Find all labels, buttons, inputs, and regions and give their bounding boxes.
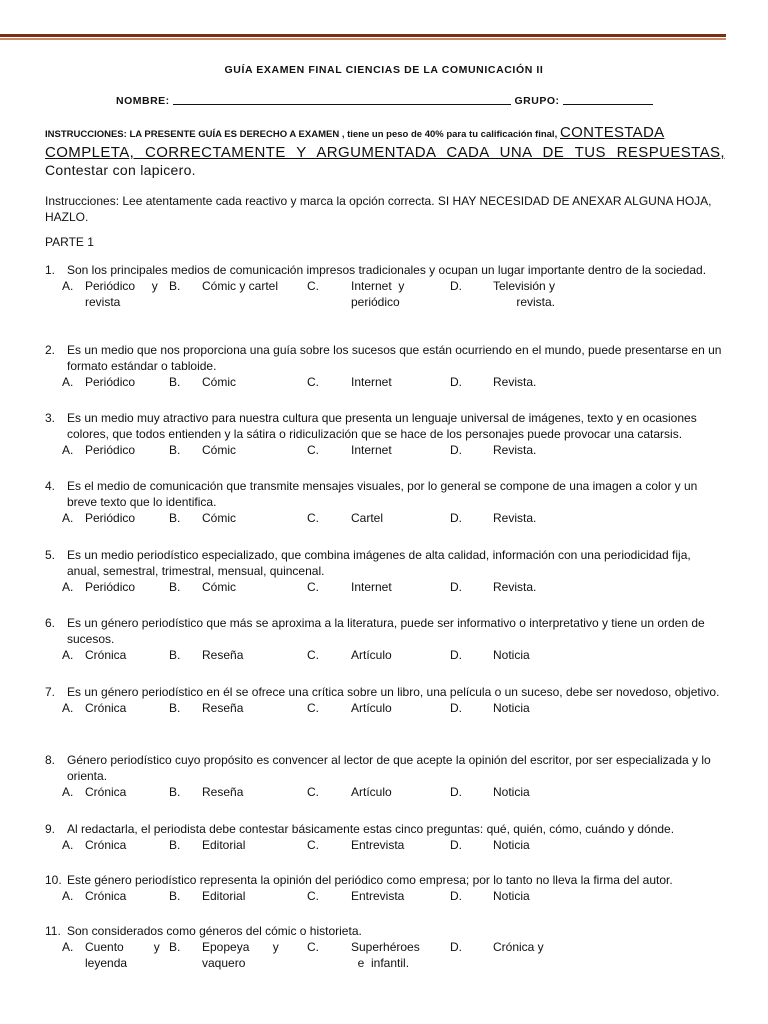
instructions-emphasis-1: CONTESTADA bbox=[560, 124, 665, 141]
question-11 bbox=[45, 923, 725, 973]
question-statement: Es el medio de comunicación que transmite mensajes visuales, por lo general se compone de una imagen a color y un breve texto que lo identifica. bbox=[67, 479, 698, 509]
option-text[interactable]: Reseña bbox=[202, 701, 244, 715]
question-text bbox=[45, 752, 725, 784]
option-text[interactable]: Internet bbox=[351, 443, 392, 457]
option-text[interactable]: Noticia bbox=[493, 785, 530, 799]
question-number: 8. bbox=[45, 753, 56, 767]
question-number: 3. bbox=[45, 411, 56, 425]
option-letter[interactable]: C. bbox=[307, 375, 319, 389]
question-text bbox=[45, 478, 725, 510]
instructions-prefix: INSTRUCCIONES: LA PRESENTE GUÍA ES DERECHO A EXAMEN , tiene un peso de 40% para tu calificación final, bbox=[45, 129, 558, 140]
question-number: 6. bbox=[45, 616, 56, 630]
option-text[interactable]: Crónica y bbox=[493, 940, 544, 954]
option-text[interactable]: Periódico bbox=[85, 580, 136, 594]
option-letter[interactable]: A. bbox=[62, 838, 74, 852]
question-statement: Género periodístico cuyo propósito es convencer al lector de que acepte la opinión del escritor, por ser especializada y lo orienta. bbox=[67, 753, 711, 783]
option-letter[interactable]: B. bbox=[169, 889, 181, 903]
question-statement: Es un género periodístico en él se ofrece una crítica sobre un libro, una película o un suceso, debe ser novedoso, objetivo. bbox=[67, 685, 720, 699]
option-letter[interactable]: D. bbox=[450, 375, 462, 389]
option-letter[interactable]: D. bbox=[450, 838, 462, 852]
option-text[interactable]: Entrevista bbox=[351, 889, 405, 903]
question-statement: Es un medio periodístico especializado, que combina imágenes de alta calidad, información con una periodicidad fija, anual, semestral, trimestral, mensual, quincenal. bbox=[67, 548, 691, 578]
question-number: 5. bbox=[45, 548, 56, 562]
question-number: 9. bbox=[45, 822, 56, 836]
option-letter[interactable]: A. bbox=[62, 279, 74, 293]
option-text[interactable]: Crónica bbox=[85, 785, 127, 799]
answer-options bbox=[45, 442, 725, 459]
part-label: PARTE 1 bbox=[45, 235, 94, 249]
option-letter[interactable]: C. bbox=[307, 279, 319, 293]
option-text[interactable]: Cómic bbox=[202, 580, 237, 594]
instructions-emphasis-2: COMPLETA, CORRECTAMENTE Y ARGUMENTADA CADA UNA DE TUS RESPUESTAS, bbox=[45, 144, 725, 161]
option-letter[interactable]: B. bbox=[169, 375, 181, 389]
option-text[interactable]: Periódico y revista bbox=[85, 279, 158, 309]
option-text[interactable]: Reseña bbox=[202, 785, 244, 799]
option-text[interactable]: Noticia bbox=[493, 648, 530, 662]
answer-options bbox=[45, 939, 725, 973]
answer-options bbox=[45, 278, 725, 312]
option-letter[interactable]: B. bbox=[169, 838, 181, 852]
question-1 bbox=[45, 262, 725, 312]
option-text[interactable]: Editorial bbox=[202, 889, 246, 903]
question-5 bbox=[45, 547, 725, 596]
option-letter[interactable]: C. bbox=[307, 889, 319, 903]
question-text bbox=[45, 615, 725, 647]
question-statement: Son considerados como géneros del cómic o historieta. bbox=[67, 924, 362, 938]
option-letter[interactable]: A. bbox=[62, 443, 74, 457]
question-text bbox=[45, 547, 725, 579]
option-text[interactable]: Televisión y revista. bbox=[493, 279, 556, 309]
answer-options bbox=[45, 700, 725, 717]
answer-options bbox=[45, 374, 725, 391]
option-text[interactable]: Cuento y leyenda bbox=[85, 940, 160, 970]
option-letter[interactable]: D. bbox=[450, 580, 462, 594]
option-text[interactable]: Entrevista bbox=[351, 838, 405, 852]
option-letter[interactable]: A. bbox=[62, 701, 74, 715]
option-letter[interactable]: B. bbox=[169, 701, 181, 715]
option-text[interactable]: Internet bbox=[351, 375, 392, 389]
header-rule-accent bbox=[0, 38, 726, 40]
question-text bbox=[45, 872, 725, 888]
option-text[interactable]: Revista. bbox=[493, 375, 537, 389]
option-letter[interactable]: D. bbox=[450, 648, 462, 662]
question-8 bbox=[45, 752, 725, 801]
option-letter[interactable]: C. bbox=[307, 701, 319, 715]
header-rule bbox=[0, 34, 726, 37]
option-text[interactable]: Revista. bbox=[493, 443, 537, 457]
option-text[interactable]: Crónica bbox=[85, 701, 127, 715]
answer-options bbox=[45, 510, 725, 527]
option-letter[interactable]: B. bbox=[169, 648, 181, 662]
option-text[interactable]: Superhéroes e infantil. bbox=[351, 940, 420, 970]
option-text[interactable]: Noticia bbox=[493, 701, 530, 715]
option-letter[interactable]: C. bbox=[307, 785, 319, 799]
general-instructions bbox=[45, 123, 725, 179]
option-text[interactable]: Reseña bbox=[202, 648, 244, 662]
option-text[interactable]: Internet bbox=[351, 580, 392, 594]
question-number: 11. bbox=[45, 924, 61, 938]
answer-options bbox=[45, 784, 725, 801]
answer-options bbox=[45, 579, 725, 596]
question-statement: Es un medio muy atractivo para nuestra cultura que presenta un lenguaje universal de imágenes, texto y en ocasiones colores, que todos entienden y la sátira o ridiculización que se hace de los personajes puede provocar una catarsis. bbox=[67, 411, 697, 441]
question-statement: Es un género periodístico que más se aproxima a la literatura, puede ser informativo o interpretativo y tiene un orden de sucesos. bbox=[67, 616, 705, 646]
question-10 bbox=[45, 872, 725, 905]
question-statement: Este género periodístico representa la opinión del periódico como empresa; por lo tanto no lleva la firma del autor. bbox=[67, 873, 673, 887]
option-text[interactable]: Revista. bbox=[493, 580, 537, 594]
option-text[interactable]: Artículo bbox=[351, 648, 392, 662]
option-letter[interactable]: C. bbox=[307, 511, 319, 525]
question-text bbox=[45, 923, 725, 939]
document-title: GUÍA EXAMEN FINAL CIENCIAS DE LA COMUNICACIÓN II bbox=[224, 64, 544, 76]
option-text[interactable]: Cómic bbox=[202, 511, 237, 525]
option-text[interactable]: Periódico bbox=[85, 375, 136, 389]
question-number: 2. bbox=[45, 343, 56, 357]
answer-options bbox=[45, 888, 725, 905]
option-letter[interactable]: A. bbox=[62, 511, 74, 525]
option-text[interactable]: Crónica bbox=[85, 648, 127, 662]
question-9 bbox=[45, 821, 725, 854]
option-letter[interactable]: A. bbox=[62, 648, 74, 662]
option-text[interactable]: Crónica bbox=[85, 838, 127, 852]
grupo-label: GRUPO: bbox=[514, 95, 560, 107]
question-7 bbox=[45, 684, 725, 717]
reading-instructions: Instrucciones: Lee atentamente cada reactivo y marca la opción correcta. SI HAY NECESIDAD DE ANEXAR ALGUNA HOJA, HAZLO. bbox=[45, 194, 712, 224]
option-letter[interactable]: C. bbox=[307, 940, 319, 954]
option-text[interactable]: Artículo bbox=[351, 701, 392, 715]
question-number: 7. bbox=[45, 685, 56, 699]
option-text[interactable]: Internet y periódico bbox=[351, 279, 405, 309]
option-letter[interactable]: D. bbox=[450, 701, 462, 715]
option-text[interactable]: Noticia bbox=[493, 838, 530, 852]
option-text[interactable]: Epopeya y vaquero bbox=[202, 940, 279, 970]
question-statement: Son los principales medios de comunicación impresos tradicionales y ocupan un lugar importante dentro de la sociedad. bbox=[67, 263, 707, 277]
nombre-label: NOMBRE: bbox=[116, 95, 170, 107]
option-letter[interactable]: D. bbox=[450, 889, 462, 903]
student-info-line bbox=[116, 95, 653, 107]
option-letter[interactable]: A. bbox=[62, 375, 74, 389]
option-text[interactable]: Artículo bbox=[351, 785, 392, 799]
question-number: 4. bbox=[45, 479, 56, 493]
option-letter[interactable]: C. bbox=[307, 648, 319, 662]
question-6 bbox=[45, 615, 725, 664]
option-text[interactable]: Cómic y cartel bbox=[202, 279, 279, 293]
option-letter[interactable]: D. bbox=[450, 940, 462, 954]
option-letter[interactable]: D. bbox=[450, 511, 462, 525]
question-3 bbox=[45, 410, 725, 459]
option-text[interactable]: Crónica bbox=[85, 889, 127, 903]
question-number: 10. bbox=[45, 873, 62, 887]
question-2 bbox=[45, 342, 725, 391]
option-text[interactable]: Cómic bbox=[202, 443, 237, 457]
option-text[interactable]: Revista. bbox=[493, 511, 537, 525]
option-letter[interactable]: A. bbox=[62, 580, 74, 594]
question-text bbox=[45, 410, 725, 442]
question-text bbox=[45, 821, 725, 837]
option-letter[interactable]: B. bbox=[169, 279, 181, 293]
option-letter[interactable]: D. bbox=[450, 279, 462, 293]
option-letter[interactable]: B. bbox=[169, 443, 181, 457]
question-text bbox=[45, 342, 725, 374]
option-letter[interactable]: C. bbox=[307, 580, 319, 594]
option-letter[interactable]: D. bbox=[450, 785, 462, 799]
option-letter[interactable]: B. bbox=[169, 580, 181, 594]
question-number: 1. bbox=[45, 263, 56, 277]
option-text[interactable]: Periódico bbox=[85, 511, 136, 525]
option-letter[interactable]: D. bbox=[450, 443, 462, 457]
question-text bbox=[45, 262, 725, 278]
option-letter[interactable]: B. bbox=[169, 511, 181, 525]
option-letter[interactable]: A. bbox=[62, 785, 74, 799]
question-statement: Es un medio que nos proporciona una guía sobre los sucesos que están ocurriendo en el mundo, puede presentarse en un formato estándar o tabloide. bbox=[67, 343, 722, 373]
option-letter[interactable]: A. bbox=[62, 889, 74, 903]
answer-options bbox=[45, 837, 725, 854]
grupo-field[interactable] bbox=[563, 95, 653, 105]
option-text[interactable]: Cómic bbox=[202, 375, 237, 389]
answer-options bbox=[45, 647, 725, 664]
option-text[interactable]: Periódico bbox=[85, 443, 136, 457]
question-4 bbox=[45, 478, 725, 527]
option-letter[interactable]: B. bbox=[169, 785, 181, 799]
option-letter[interactable]: A. bbox=[62, 940, 74, 954]
nombre-field[interactable] bbox=[173, 95, 511, 105]
option-letter[interactable]: C. bbox=[307, 443, 319, 457]
question-statement: Al redactarla, el periodista debe contestar básicamente estas cinco preguntas: qué, quién, cómo, cuándo y dónde. bbox=[67, 822, 675, 836]
instructions-pen-note: Contestar con lapicero. bbox=[45, 162, 196, 178]
option-letter[interactable]: C. bbox=[307, 838, 319, 852]
option-text[interactable]: Editorial bbox=[202, 838, 246, 852]
option-text[interactable]: Cartel bbox=[351, 511, 384, 525]
option-text[interactable]: Noticia bbox=[493, 889, 530, 903]
question-text bbox=[45, 684, 725, 700]
option-letter[interactable]: B. bbox=[169, 940, 181, 954]
